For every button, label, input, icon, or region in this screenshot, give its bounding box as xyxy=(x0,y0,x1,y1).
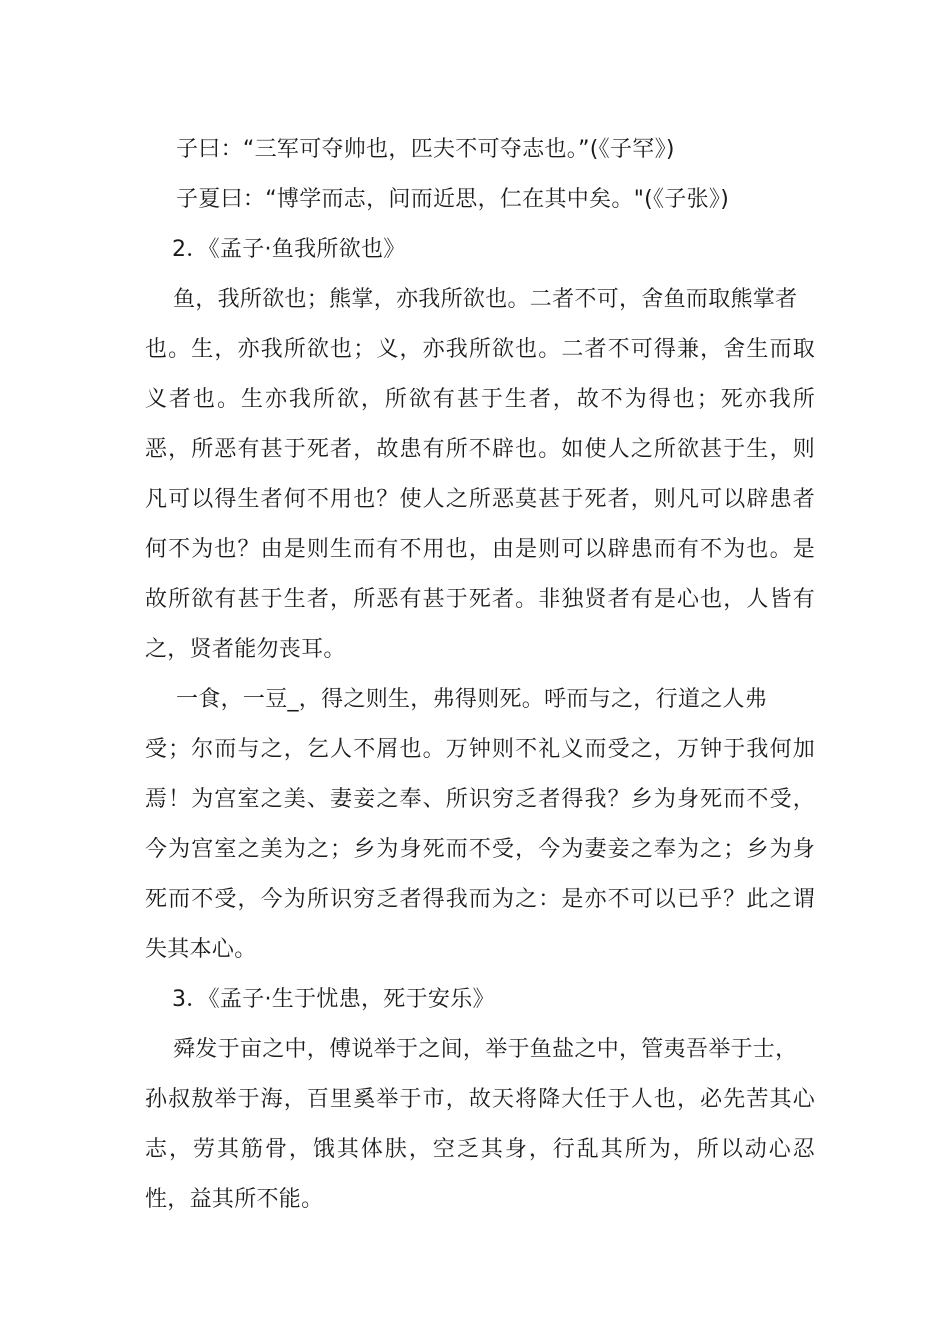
paragraph-line: 孙叔敖举于海，百里奚举于市，故天将降大任于人也，必先苦其心 xyxy=(145,1087,815,1112)
paragraph-line: 志，劳其筋骨，饿其体肤，空乏其身，行乱其所为，所以动心忍 xyxy=(145,1137,815,1162)
paragraph-line: 恶，所恶有甚于死者，故患有所不辟也。如使人之所欲甚于生，则 xyxy=(145,437,815,462)
paragraph-line: 也。生，亦我所欲也；义，亦我所欲也。二者不可得兼，舍生而取 xyxy=(145,337,815,362)
paragraph-line: 鱼，我所欲也；熊掌，亦我所欲也。二者不可，舍鱼而取熊掌者 xyxy=(173,287,798,312)
paragraph-line: 性，益其所不能。 xyxy=(145,1187,324,1212)
paragraph-line: 失其本心。 xyxy=(145,937,257,962)
paragraph-line: 焉！为宫室之美、妻妾之奉、所识穷乏者得我？乡为身死而不受， xyxy=(145,787,815,812)
paragraph-line: 故所欲有甚于生者，所恶有甚于死者。非独贤者有是心也，人皆有 xyxy=(145,587,815,612)
paragraph-line: 何不为也？由是则生而有不用也，由是则可以辟患而有不为也。是 xyxy=(145,537,815,562)
quote-zizhang: 子夏曰：“博学而志，问而近思，仁在其中矣。"(《子张》) xyxy=(176,187,730,212)
paragraph-line: 今为宫室之美为之；乡为身死而不受，今为妻妾之奉为之；乡为身 xyxy=(145,837,815,862)
paragraph-line: 受；尔而与之，乞人不屑也。万钟则不礼义而受之，万钟于我何加 xyxy=(145,737,815,762)
section-2-heading: 2．《孟子·鱼我所欲也》 xyxy=(172,237,406,262)
quote-zihan: 子曰：“三军可夺帅也，匹夫不可夺志也。”(《子罕》) xyxy=(176,137,675,162)
section-3-heading: 3．《孟子·生于忧患，死于安乐》 xyxy=(172,987,495,1012)
paragraph-line: 一食，一豆_，得之则生，弗得则死。呼而与之，行道之人弗 xyxy=(176,687,768,712)
paragraph-line: 凡可以得生者何不用也？使人之所恶莫甚于死者，则凡可以辟患者 xyxy=(145,487,815,512)
paragraph-line: 义者也。生亦我所欲，所欲有甚于生者，故不为得也；死亦我所 xyxy=(145,387,815,412)
paragraph-line: 舜发于亩之中，傅说举于之间，举于鱼盐之中，管夷吾举于士， xyxy=(173,1037,798,1062)
paragraph-line: 死而不受，今为所识穷乏者得我而为之：是亦不可以已乎？此之谓 xyxy=(145,887,815,912)
paragraph-line: 之，贤者能勿丧耳。 xyxy=(145,637,346,662)
